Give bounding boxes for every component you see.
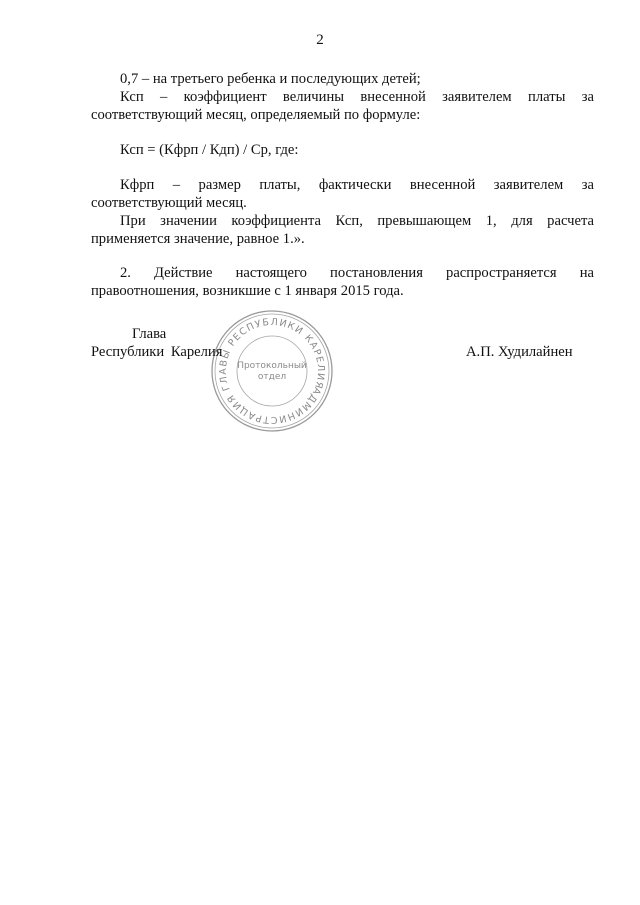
paragraph-effective-clause-cont: правоотношения, возникшие с 1 января 2015 года.	[91, 283, 404, 299]
paragraph-ksp-definition: Ксп – коэффициент величины внесенной заявителем платы за	[120, 89, 594, 105]
paragraph-ksp-limit-cont: применяется значение, равное 1.».	[91, 231, 305, 247]
page-number: 2	[316, 32, 324, 48]
svg-text:АДМИНИСТРАЦИЯ ГЛАВЫ РЕСПУБЛИКИ: АДМИНИСТРАЦИЯ ГЛАВЫ РЕСПУБЛИКИ КАРЕЛИЯ	[217, 316, 327, 426]
svg-text:отдел: отдел	[257, 372, 287, 382]
signatory-organization: Республики Карелия	[91, 344, 223, 360]
paragraph-coefficient-third-child: 0,7 – на третьего ребенка и последующих детей;	[120, 71, 421, 87]
paragraph-ksp-definition-cont: соответствующий месяц, определяемый по формуле:	[91, 107, 421, 123]
paragraph-effective-clause: 2. Действие настоящего постановления распространяется на	[120, 265, 594, 281]
paragraph-ksp-limit: При значении коэффициента Ксп, превышающем 1, для расчета	[120, 213, 594, 229]
paragraph-kfrp-definition-cont: соответствующий месяц.	[91, 195, 247, 211]
signatory-name: А.П. Худилайнен	[466, 344, 573, 360]
signatory-title: Глава	[132, 326, 167, 342]
paragraph-kfrp-definition: Кфрп – размер платы, фактически внесенной заявителем за	[120, 177, 594, 193]
svg-text:Протокольный: Протокольный	[237, 361, 307, 371]
official-seal-stamp	[209, 308, 335, 434]
formula-ksp: Ксп = (Кфрп / Кдп) / Ср, где:	[120, 142, 299, 158]
